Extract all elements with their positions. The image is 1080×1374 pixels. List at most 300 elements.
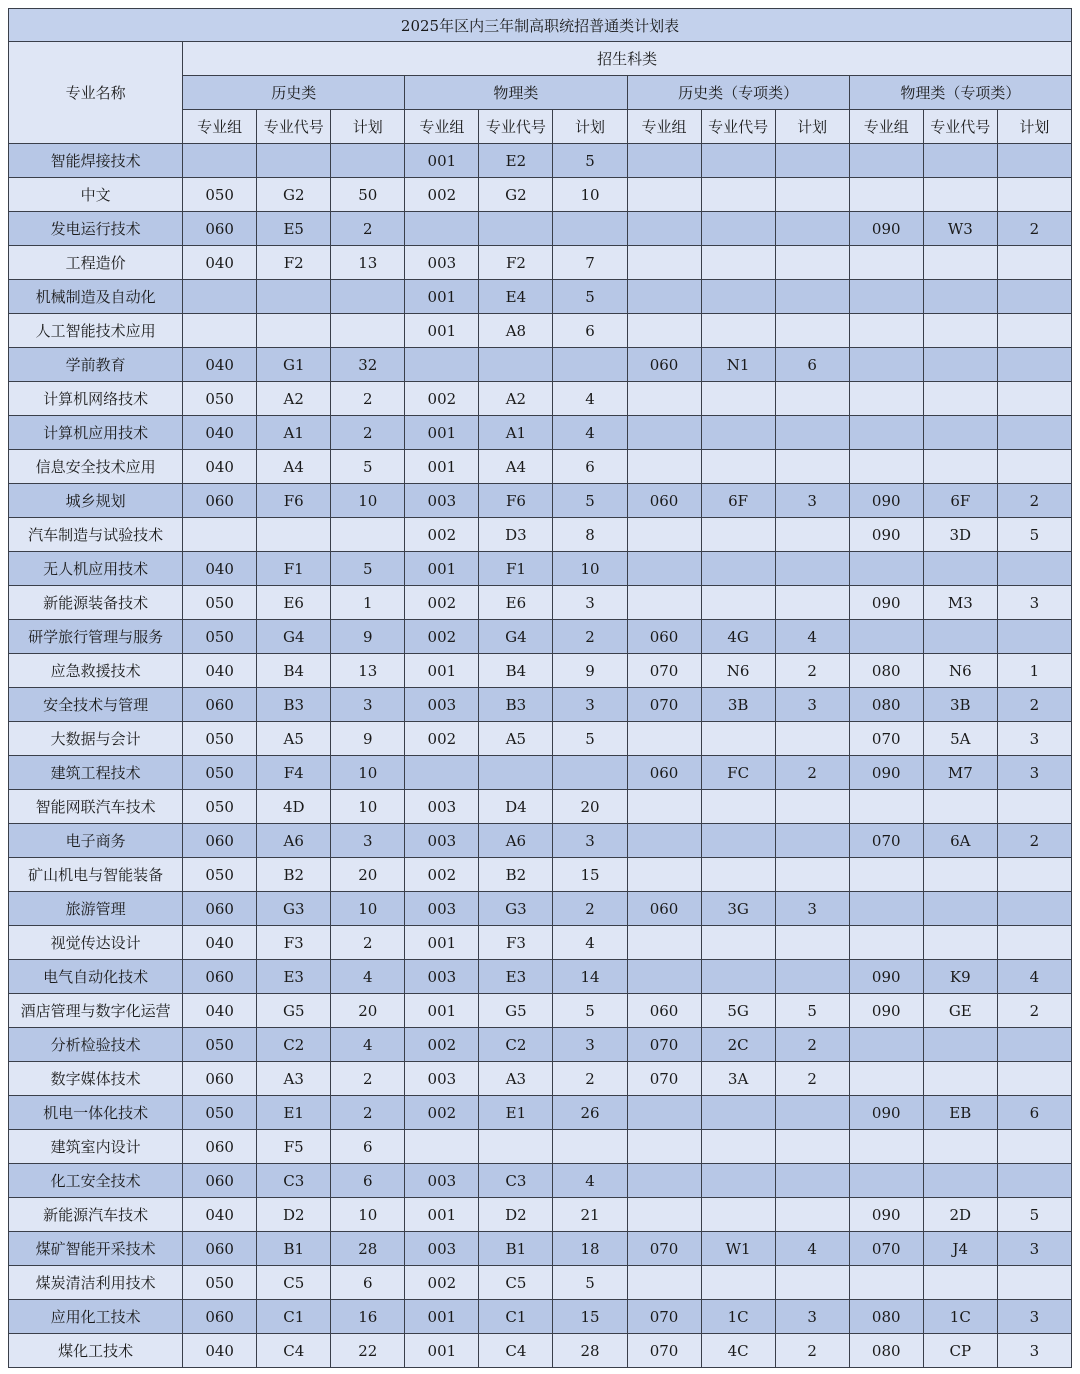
physics-special-group-cell: 090 (849, 484, 923, 518)
history-special-group-cell (627, 144, 701, 178)
major-name-cell: 机电一体化技术 (9, 1096, 183, 1130)
physics-code-cell (479, 756, 553, 790)
major-name-cell: 煤化工技术 (9, 1334, 183, 1368)
physics-special-code-cell: W3 (923, 212, 997, 246)
physics-plan-cell: 3 (553, 1028, 627, 1062)
physics-plan-cell: 2 (553, 892, 627, 926)
major-name-cell: 智能焊接技术 (9, 144, 183, 178)
physics-special-group-cell (849, 450, 923, 484)
physics-code-cell: B1 (479, 1232, 553, 1266)
physics-special-code-cell: 5A (923, 722, 997, 756)
physics-group-cell: 001 (405, 144, 479, 178)
physics-special-code-cell (923, 552, 997, 586)
history-group-cell: 050 (183, 586, 257, 620)
physics-plan-cell: 15 (553, 858, 627, 892)
table-row (9, 1028, 1072, 1062)
history-special-plan-cell: 4 (775, 620, 849, 654)
history-special-code-cell: 4G (701, 620, 775, 654)
history-special-code-cell: N1 (701, 348, 775, 382)
history-group-cell: 060 (183, 1300, 257, 1334)
history-code-cell: G4 (257, 620, 331, 654)
sub-header-plan: 计划 (331, 110, 405, 144)
table-row (9, 1096, 1072, 1130)
physics-group-cell: 002 (405, 586, 479, 620)
physics-special-code-cell (923, 416, 997, 450)
major-name-cell: 酒店管理与数字化运营 (9, 994, 183, 1028)
history-code-cell (257, 280, 331, 314)
physics-special-code-cell: 2D (923, 1198, 997, 1232)
physics-code-cell: D3 (479, 518, 553, 552)
physics-special-group-cell (849, 858, 923, 892)
major-name-cell: 安全技术与管理 (9, 688, 183, 722)
history-special-group-cell (627, 416, 701, 450)
history-special-group-cell: 070 (627, 1300, 701, 1334)
history-plan-cell: 6 (331, 1130, 405, 1164)
history-code-cell: 4D (257, 790, 331, 824)
history-plan-cell: 28 (331, 1232, 405, 1266)
physics-special-plan-cell (997, 552, 1071, 586)
history-special-code-cell (701, 1266, 775, 1300)
history-plan-cell (331, 144, 405, 178)
physics-special-group-cell (849, 926, 923, 960)
group-header-history: 历史类 (183, 76, 405, 110)
physics-special-plan-cell (997, 314, 1071, 348)
history-special-group-cell: 070 (627, 1334, 701, 1368)
history-code-cell: E3 (257, 960, 331, 994)
history-plan-cell: 6 (331, 1266, 405, 1300)
history-special-group-cell (627, 178, 701, 212)
major-name-cell: 化工安全技术 (9, 1164, 183, 1198)
history-code-cell (257, 518, 331, 552)
physics-plan-cell: 10 (553, 552, 627, 586)
physics-plan-cell (553, 348, 627, 382)
history-special-plan-cell: 3 (775, 1300, 849, 1334)
major-name-cell: 新能源装备技术 (9, 586, 183, 620)
history-special-code-cell: 1C (701, 1300, 775, 1334)
history-code-cell: G3 (257, 892, 331, 926)
major-name-cell: 矿山机电与智能装备 (9, 858, 183, 892)
history-special-code-cell (701, 824, 775, 858)
major-name-cell: 研学旅行管理与服务 (9, 620, 183, 654)
physics-special-code-cell: M3 (923, 586, 997, 620)
history-group-cell: 060 (183, 1232, 257, 1266)
history-special-code-cell: 3B (701, 688, 775, 722)
history-group-cell: 040 (183, 450, 257, 484)
physics-special-code-cell (923, 926, 997, 960)
physics-group-cell: 001 (405, 450, 479, 484)
history-special-code-cell: 4C (701, 1334, 775, 1368)
history-code-cell (257, 144, 331, 178)
history-special-plan-cell (775, 1130, 849, 1164)
history-special-group-cell (627, 1164, 701, 1198)
history-special-plan-cell (775, 1164, 849, 1198)
major-name-cell: 数字媒体技术 (9, 1062, 183, 1096)
history-group-cell: 060 (183, 484, 257, 518)
physics-plan-cell: 3 (553, 688, 627, 722)
history-group-cell (183, 280, 257, 314)
history-special-code-cell (701, 212, 775, 246)
physics-special-plan-cell (997, 144, 1071, 178)
physics-special-plan-cell: 3 (997, 1334, 1071, 1368)
physics-group-cell: 001 (405, 416, 479, 450)
title-row (9, 9, 1072, 42)
history-code-cell: B4 (257, 654, 331, 688)
physics-plan-cell: 10 (553, 178, 627, 212)
physics-special-group-cell: 090 (849, 1096, 923, 1130)
history-special-group-cell: 060 (627, 484, 701, 518)
sub-header-plan: 计划 (553, 110, 627, 144)
history-special-group-cell (627, 1198, 701, 1232)
history-code-cell: G2 (257, 178, 331, 212)
physics-group-cell: 002 (405, 858, 479, 892)
history-plan-cell: 2 (331, 382, 405, 416)
history-special-group-cell (627, 1130, 701, 1164)
physics-special-code-cell: CP (923, 1334, 997, 1368)
history-special-plan-cell (775, 518, 849, 552)
physics-special-code-cell (923, 246, 997, 280)
history-plan-cell: 9 (331, 620, 405, 654)
history-special-group-cell (627, 1096, 701, 1130)
history-code-cell: A1 (257, 416, 331, 450)
major-name-cell: 应用化工技术 (9, 1300, 183, 1334)
history-code-cell: C1 (257, 1300, 331, 1334)
physics-code-cell: G5 (479, 994, 553, 1028)
history-code-cell: B2 (257, 858, 331, 892)
history-special-group-cell: 060 (627, 348, 701, 382)
history-plan-cell: 9 (331, 722, 405, 756)
major-name-cell: 新能源汽车技术 (9, 1198, 183, 1232)
history-special-plan-cell (775, 144, 849, 178)
physics-special-plan-cell (997, 892, 1071, 926)
physics-group-cell (405, 348, 479, 382)
enroll-category-header: 招生科类 (183, 42, 1072, 76)
group-header-physics: 物理类 (405, 76, 627, 110)
physics-plan-cell: 15 (553, 1300, 627, 1334)
history-special-code-cell (701, 280, 775, 314)
history-code-cell: C3 (257, 1164, 331, 1198)
physics-plan-cell: 9 (553, 654, 627, 688)
history-plan-cell (331, 314, 405, 348)
physics-special-group-cell: 090 (849, 586, 923, 620)
major-name-cell: 智能网联汽车技术 (9, 790, 183, 824)
major-name-header: 专业名称 (9, 42, 183, 144)
physics-code-cell (479, 348, 553, 382)
table-row (9, 790, 1072, 824)
table-row (9, 178, 1072, 212)
major-name-cell: 大数据与会计 (9, 722, 183, 756)
history-plan-cell: 5 (331, 552, 405, 586)
table-row (9, 994, 1072, 1028)
physics-plan-cell: 2 (553, 620, 627, 654)
major-name-cell: 无人机应用技术 (9, 552, 183, 586)
physics-special-plan-cell (997, 1164, 1071, 1198)
sub-header-group: 专业组 (627, 110, 701, 144)
history-group-cell: 040 (183, 654, 257, 688)
sub-header-group: 专业组 (405, 110, 479, 144)
physics-special-code-cell (923, 144, 997, 178)
history-special-group-cell: 070 (627, 654, 701, 688)
history-special-code-cell: 2C (701, 1028, 775, 1062)
major-name-cell: 电子商务 (9, 824, 183, 858)
history-group-cell: 060 (183, 1062, 257, 1096)
major-name-cell: 煤炭清洁利用技术 (9, 1266, 183, 1300)
physics-special-group-cell (849, 892, 923, 926)
physics-special-code-cell: 3B (923, 688, 997, 722)
physics-special-plan-cell (997, 348, 1071, 382)
physics-special-group-cell: 080 (849, 1300, 923, 1334)
history-group-cell: 050 (183, 382, 257, 416)
physics-special-group-cell: 070 (849, 722, 923, 756)
history-special-plan-cell (775, 1198, 849, 1232)
history-plan-cell: 10 (331, 790, 405, 824)
physics-code-cell: B2 (479, 858, 553, 892)
history-special-group-cell (627, 382, 701, 416)
history-plan-cell: 2 (331, 212, 405, 246)
history-group-cell: 060 (183, 892, 257, 926)
physics-code-cell: C1 (479, 1300, 553, 1334)
history-special-plan-cell (775, 178, 849, 212)
history-plan-cell: 10 (331, 1198, 405, 1232)
physics-plan-cell: 2 (553, 1062, 627, 1096)
table-row (9, 484, 1072, 518)
physics-group-cell: 003 (405, 824, 479, 858)
physics-special-code-cell (923, 314, 997, 348)
major-name-cell: 旅游管理 (9, 892, 183, 926)
physics-code-cell: A2 (479, 382, 553, 416)
major-name-cell: 工程造价 (9, 246, 183, 280)
physics-special-plan-cell (997, 1062, 1071, 1096)
major-name-cell: 建筑室内设计 (9, 1130, 183, 1164)
history-plan-cell: 50 (331, 178, 405, 212)
physics-code-cell: C3 (479, 1164, 553, 1198)
physics-group-cell: 003 (405, 688, 479, 722)
physics-special-plan-cell (997, 382, 1071, 416)
physics-special-plan-cell: 5 (997, 1198, 1071, 1232)
history-group-cell: 040 (183, 552, 257, 586)
physics-plan-cell: 18 (553, 1232, 627, 1266)
history-special-group-cell (627, 450, 701, 484)
physics-special-code-cell: GE (923, 994, 997, 1028)
history-special-group-cell (627, 1266, 701, 1300)
physics-code-cell: C5 (479, 1266, 553, 1300)
history-code-cell: F5 (257, 1130, 331, 1164)
physics-code-cell: A6 (479, 824, 553, 858)
physics-special-group-cell (849, 1266, 923, 1300)
history-special-group-cell (627, 246, 701, 280)
history-group-cell: 060 (183, 688, 257, 722)
physics-group-cell (405, 756, 479, 790)
physics-special-plan-cell (997, 178, 1071, 212)
physics-special-code-cell (923, 790, 997, 824)
physics-plan-cell: 5 (553, 144, 627, 178)
physics-group-cell: 001 (405, 1198, 479, 1232)
physics-special-code-cell (923, 1130, 997, 1164)
history-special-code-cell (701, 1198, 775, 1232)
history-group-cell: 050 (183, 858, 257, 892)
table-row (9, 450, 1072, 484)
history-special-code-cell: 5G (701, 994, 775, 1028)
physics-special-group-cell (849, 790, 923, 824)
history-code-cell: F6 (257, 484, 331, 518)
history-special-group-cell (627, 280, 701, 314)
history-group-cell: 060 (183, 960, 257, 994)
major-name-cell: 建筑工程技术 (9, 756, 183, 790)
physics-code-cell: B4 (479, 654, 553, 688)
group-header-history-special: 历史类（专项类） (627, 76, 849, 110)
history-code-cell: C4 (257, 1334, 331, 1368)
history-plan-cell: 3 (331, 824, 405, 858)
history-group-cell (183, 518, 257, 552)
physics-special-code-cell: 1C (923, 1300, 997, 1334)
physics-code-cell: E6 (479, 586, 553, 620)
history-special-plan-cell (775, 416, 849, 450)
physics-group-cell: 001 (405, 552, 479, 586)
physics-group-cell: 002 (405, 620, 479, 654)
table-row (9, 144, 1072, 178)
physics-special-code-cell (923, 1062, 997, 1096)
physics-code-cell: E2 (479, 144, 553, 178)
history-special-group-cell: 060 (627, 994, 701, 1028)
history-special-group-cell (627, 212, 701, 246)
history-code-cell: C5 (257, 1266, 331, 1300)
physics-plan-cell (553, 756, 627, 790)
physics-group-cell: 003 (405, 1232, 479, 1266)
physics-special-plan-cell (997, 790, 1071, 824)
physics-special-group-cell (849, 416, 923, 450)
history-special-code-cell: 3A (701, 1062, 775, 1096)
physics-special-plan-cell (997, 450, 1071, 484)
history-group-cell: 060 (183, 212, 257, 246)
history-special-plan-cell (775, 858, 849, 892)
physics-special-group-cell (849, 314, 923, 348)
history-special-group-cell: 070 (627, 1062, 701, 1096)
table-row (9, 688, 1072, 722)
physics-special-plan-cell: 3 (997, 586, 1071, 620)
physics-special-group-cell: 090 (849, 960, 923, 994)
physics-plan-cell: 21 (553, 1198, 627, 1232)
history-special-code-cell: W1 (701, 1232, 775, 1266)
history-group-cell: 040 (183, 1334, 257, 1368)
physics-special-code-cell: 6A (923, 824, 997, 858)
history-code-cell: D2 (257, 1198, 331, 1232)
history-group-cell: 060 (183, 1130, 257, 1164)
history-special-group-cell (627, 960, 701, 994)
physics-group-cell: 002 (405, 722, 479, 756)
major-name-cell: 煤矿智能开采技术 (9, 1232, 183, 1266)
history-plan-cell: 16 (331, 1300, 405, 1334)
history-group-cell: 040 (183, 246, 257, 280)
history-plan-cell: 20 (331, 858, 405, 892)
table-row (9, 382, 1072, 416)
history-plan-cell (331, 280, 405, 314)
physics-group-cell: 002 (405, 382, 479, 416)
physics-group-cell: 002 (405, 1096, 479, 1130)
physics-special-group-cell: 090 (849, 212, 923, 246)
physics-code-cell: A1 (479, 416, 553, 450)
major-name-cell: 视觉传达设计 (9, 926, 183, 960)
physics-special-plan-cell (997, 620, 1071, 654)
physics-special-plan-cell: 6 (997, 1096, 1071, 1130)
group-header-physics-special: 物理类（专项类） (849, 76, 1071, 110)
major-name-cell: 分析检验技术 (9, 1028, 183, 1062)
history-plan-cell: 3 (331, 688, 405, 722)
history-group-cell: 040 (183, 416, 257, 450)
table-row (9, 722, 1072, 756)
physics-special-plan-cell: 1 (997, 654, 1071, 688)
sub-header-code: 专业代号 (923, 110, 997, 144)
history-plan-cell: 4 (331, 960, 405, 994)
history-group-cell (183, 314, 257, 348)
history-special-plan-cell: 2 (775, 654, 849, 688)
history-group-cell: 050 (183, 790, 257, 824)
history-special-group-cell: 070 (627, 688, 701, 722)
history-special-plan-cell (775, 450, 849, 484)
physics-special-plan-cell: 2 (997, 994, 1071, 1028)
physics-special-group-cell (849, 280, 923, 314)
history-special-code-cell (701, 1096, 775, 1130)
physics-code-cell: G4 (479, 620, 553, 654)
physics-group-cell: 003 (405, 892, 479, 926)
physics-plan-cell: 5 (553, 1266, 627, 1300)
physics-plan-cell: 20 (553, 790, 627, 824)
major-name-cell: 计算机网络技术 (9, 382, 183, 416)
physics-code-cell: A3 (479, 1062, 553, 1096)
table-row (9, 518, 1072, 552)
physics-group-cell: 002 (405, 518, 479, 552)
history-special-code-cell (701, 722, 775, 756)
history-special-plan-cell (775, 280, 849, 314)
physics-special-plan-cell: 2 (997, 484, 1071, 518)
history-special-code-cell (701, 144, 775, 178)
history-plan-cell: 20 (331, 994, 405, 1028)
physics-group-cell: 002 (405, 178, 479, 212)
major-name-cell: 中文 (9, 178, 183, 212)
history-group-cell: 040 (183, 994, 257, 1028)
physics-special-plan-cell (997, 416, 1071, 450)
history-special-plan-cell (775, 926, 849, 960)
sub-header-code: 专业代号 (257, 110, 331, 144)
table-row (9, 756, 1072, 790)
table-row (9, 586, 1072, 620)
history-special-group-cell: 070 (627, 1028, 701, 1062)
history-special-code-cell (701, 416, 775, 450)
history-special-plan-cell: 6 (775, 348, 849, 382)
physics-special-code-cell (923, 892, 997, 926)
physics-special-plan-cell (997, 858, 1071, 892)
history-special-plan-cell: 3 (775, 892, 849, 926)
physics-plan-cell (553, 1130, 627, 1164)
history-special-code-cell (701, 960, 775, 994)
history-code-cell: B3 (257, 688, 331, 722)
table-row (9, 620, 1072, 654)
history-special-code-cell (701, 450, 775, 484)
history-special-code-cell: N6 (701, 654, 775, 688)
sub-header-group: 专业组 (183, 110, 257, 144)
physics-special-code-cell (923, 1028, 997, 1062)
history-group-cell: 040 (183, 348, 257, 382)
history-special-plan-cell (775, 212, 849, 246)
major-name-cell: 汽车制造与试验技术 (9, 518, 183, 552)
physics-special-group-cell (849, 246, 923, 280)
history-special-code-cell (701, 790, 775, 824)
physics-code-cell: E3 (479, 960, 553, 994)
history-special-plan-cell (775, 1266, 849, 1300)
history-special-plan-cell: 4 (775, 1232, 849, 1266)
physics-plan-cell: 5 (553, 994, 627, 1028)
table-row (9, 212, 1072, 246)
physics-special-plan-cell (997, 280, 1071, 314)
history-special-group-cell (627, 314, 701, 348)
